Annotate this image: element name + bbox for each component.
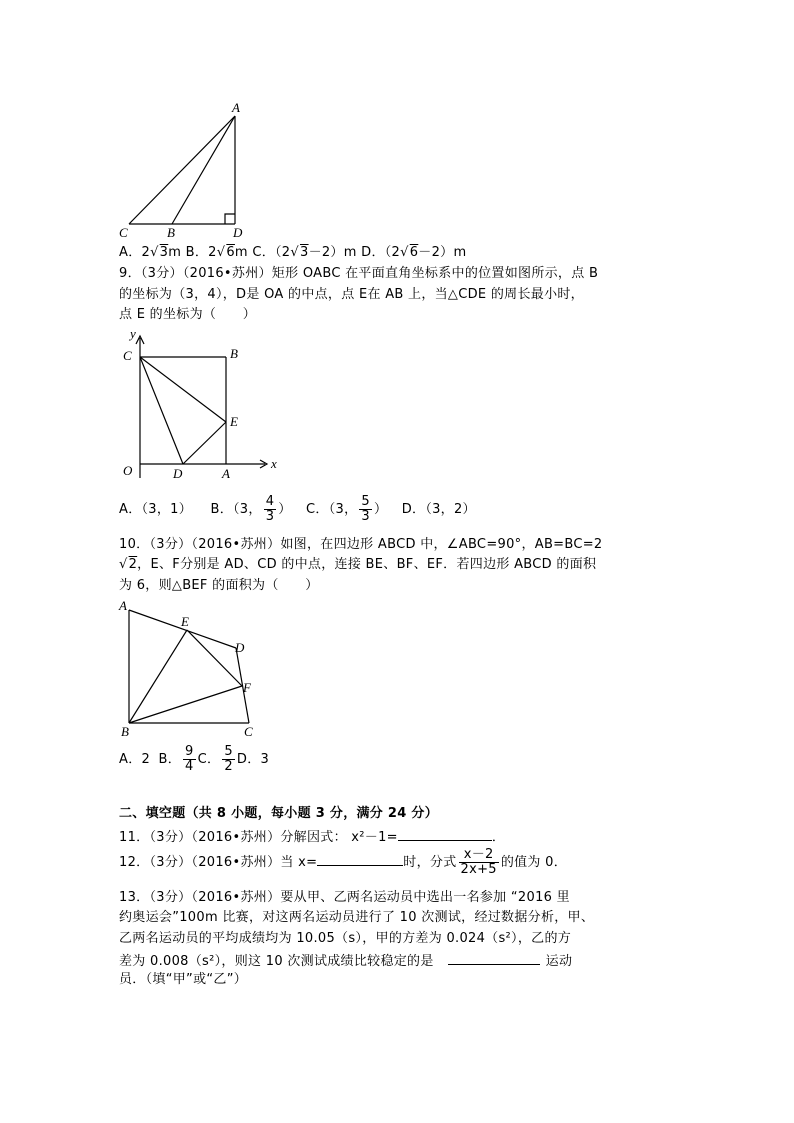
q10-line-1: 10．（3分）（2016•苏州）如图，在四边形 ABCD 中，∠ABC=90°，AB=BC=2 xyxy=(119,537,603,552)
label-B: B xyxy=(167,225,175,240)
label-A: A xyxy=(232,100,240,115)
q13-line-4: 差为 0.008（s²），则这 10 次测试成绩比较稳定的是 运动 xyxy=(119,954,573,969)
label-A: A xyxy=(222,466,230,481)
q9-line-1: 9．（3分）（2016•苏州）矩形 OABC 在平面直角坐标系中的位置如图所示，点 B xyxy=(119,266,599,281)
q11-answer-blank[interactable] xyxy=(398,828,492,841)
label-F: F xyxy=(243,680,251,695)
label-C: C xyxy=(123,348,132,363)
q8-figure xyxy=(115,100,255,240)
label-D: D xyxy=(233,225,243,240)
label-x: x xyxy=(271,456,277,471)
q13-line-5: 员．（填“甲”或“乙”） xyxy=(119,972,248,987)
q13-line-1: 13．（3分）（2016•苏州）要从甲、乙两名运动员中选出一名参加 “2016 里 xyxy=(119,890,570,905)
label-D: D xyxy=(173,466,183,481)
q11: 11．（3分）（2016•苏州）分解因式： x²－1= ． xyxy=(119,830,506,845)
label-y: y xyxy=(130,328,136,341)
q10-option-a[interactable]: A．2 xyxy=(119,752,151,767)
label-D: D xyxy=(235,640,245,655)
q9-line-2: 的坐标为（3，4），D是 OA 的中点，点 E在 AB 上，当△CDE 的周长最小时， xyxy=(119,287,584,302)
q10-line-3: 为 6，则△BEF 的面积为（ ） xyxy=(119,578,319,593)
section-title: 二、填空题（共 8 小题，每小题 3 分，满分 24 分） xyxy=(119,806,439,821)
q13-line-2: 约奥运会”100m 比赛，对这两名运动员进行了 10 次测试，经过数据分析，甲、 xyxy=(119,910,595,925)
q12-answer-blank[interactable] xyxy=(317,853,403,866)
label-E: E xyxy=(181,614,189,629)
q9-line-3: 点 E 的坐标为（ ） xyxy=(119,307,257,322)
q9-option-a[interactable]: A．（3，1） xyxy=(119,502,193,517)
q8-option-a[interactable]: A．2√3m xyxy=(119,245,182,260)
label-E: E xyxy=(230,414,238,429)
q8-option-c[interactable]: C．（2√3－2）m xyxy=(252,245,357,260)
q8-option-b[interactable]: B．2√6m xyxy=(185,245,248,260)
q10-option-c[interactable]: C． $\frac{5}{2}$ xyxy=(197,744,233,774)
q8-options xyxy=(119,245,466,261)
label-O: O xyxy=(123,463,133,478)
q9-options xyxy=(119,494,476,526)
q13-answer-blank[interactable] xyxy=(448,952,540,965)
q12: 12．（3分）（2016•苏州）当 x= 时，分式 $\frac{x-2}{2x+5}$ 的值为 0． xyxy=(119,847,568,877)
q10-figure xyxy=(115,596,265,741)
label-B: B xyxy=(230,346,238,361)
q9-figure xyxy=(115,328,285,483)
q10-options xyxy=(119,744,269,776)
q8-option-d[interactable]: D．（2√6－2）m xyxy=(361,245,467,260)
label-B: B xyxy=(121,724,129,739)
label-C: C xyxy=(119,225,128,240)
label-A: A xyxy=(119,598,127,613)
q9-option-d[interactable]: D．（3，2） xyxy=(401,502,476,517)
q10-option-b[interactable]: B． $\frac{9}{4}$ xyxy=(158,744,194,774)
q10-option-d[interactable]: D．3 xyxy=(236,752,270,767)
q10-line-2: √2，E、F分别是 AD、CD 的中点，连接 BE、BF、EF．若四边形 ABCD 的面积 xyxy=(119,557,597,572)
q9-option-b[interactable]: B．（3， $\frac{4}{3}$ ） xyxy=(210,494,292,524)
q9-option-c[interactable]: C．（3， $\frac{5}{3}$ ） xyxy=(306,494,388,524)
label-C: C xyxy=(244,724,253,739)
q13-line-3: 乙两名运动员的平均成绩均为 10.05（s），甲的方差为 0.024（s²），乙的方 xyxy=(119,931,572,946)
